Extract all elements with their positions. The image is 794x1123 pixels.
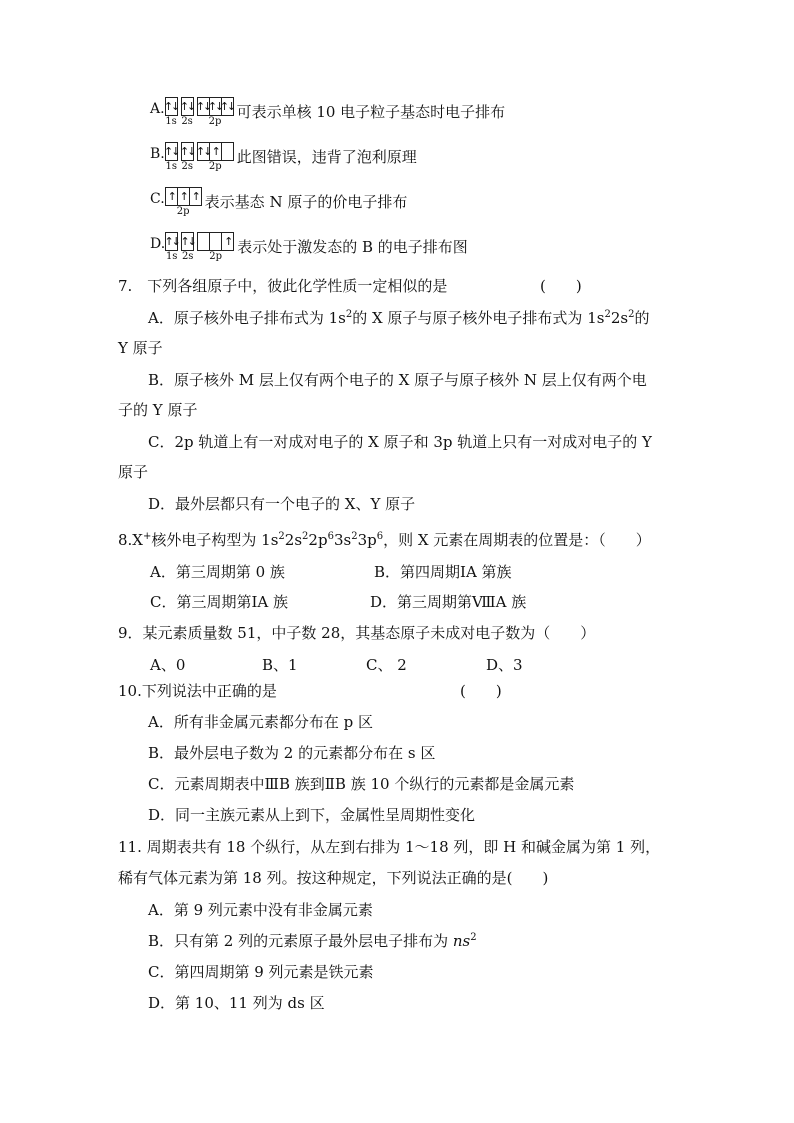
q11-stem-line2: 稀有气体元素为第 18 列。按这种规定，下列说法正确的是( ) xyxy=(118,869,549,887)
text: 核外电子构型为 1s xyxy=(151,531,279,549)
orbital-label: 1s xyxy=(165,161,177,172)
option-text: 表示基态 N 原子的价电子排布 xyxy=(204,193,408,211)
orbital-2p xyxy=(197,97,234,127)
orbital-box: ↑↓ xyxy=(195,100,211,113)
q7-option-a-line1 xyxy=(148,308,649,328)
q9-option-d: D、3 xyxy=(486,656,523,674)
orbital-box: ↑↓ xyxy=(207,100,223,113)
q7-option-b-line1: B．原子核外 M 层上仅有两个电子的 X 原子与原子核外 N 层上仅有两个电 xyxy=(148,371,647,389)
q6-option-b xyxy=(150,142,417,172)
orbital-box: ↑ xyxy=(191,190,199,203)
option-label: C. xyxy=(150,191,165,207)
text: 2s xyxy=(610,309,629,327)
orbital-box: ↑ xyxy=(210,143,222,160)
superscript: 2 xyxy=(278,531,285,542)
option-text: 此图错误，违背了泡利原理 xyxy=(236,148,417,166)
orbital-box xyxy=(210,233,222,250)
q7-option-d: D．最外层都只有一个电子的 X、Y 原子 xyxy=(148,495,416,513)
text: 8.X xyxy=(118,531,143,549)
orbital-2s xyxy=(181,97,194,127)
q11-stem-line1: 11. 周期表共有 18 个纵行，从左到右排为 1～18 列，即 H 和碱金属为第 1 列， xyxy=(118,838,661,856)
q11-option-b xyxy=(148,931,477,951)
q6-option-c xyxy=(150,187,407,217)
q10-option-c: C．元素周期表中ⅢB 族到ⅡB 族 10 个纵行的元素都是金属元素 xyxy=(148,775,575,793)
text: 3s xyxy=(333,531,352,549)
q7-option-c-line1: C．2p 轨道上有一对成对电子的 X 原子和 3p 轨道上只有一对成对电子的 Y xyxy=(148,433,652,451)
orbital-box: ↑↓ xyxy=(163,100,179,113)
orbital-box: ↑ xyxy=(166,188,178,205)
q11-option-d: D．第 10、11 列为 ds 区 xyxy=(148,994,325,1012)
option-text: 表示处于激发态的 B 的电子排布图 xyxy=(237,238,468,256)
formula-ns: ns xyxy=(452,932,471,950)
q9-option-c: C、 2 xyxy=(366,656,407,674)
orbital-label: 2p xyxy=(208,116,222,127)
q10-option-d: D．同一主族元素从上到下，金属性呈周期性变化 xyxy=(148,806,476,824)
text: B．只有第 2 列的元素原子最外层电子排布为 xyxy=(148,932,453,950)
orbital-2p xyxy=(165,187,202,217)
q10-stem: 10.下列说法中正确的是 xyxy=(118,682,277,700)
orbital-label: 2p xyxy=(209,251,223,262)
superscript: 2 xyxy=(302,531,309,542)
q7-option-b-line2: 子的 Y 原子 xyxy=(118,401,198,419)
orbital-1s xyxy=(165,142,178,172)
orbital-1s xyxy=(165,97,178,127)
text: 的 xyxy=(634,309,650,327)
text: A．原子核外电子排布式为 1s xyxy=(148,309,346,327)
orbital-box xyxy=(222,143,233,160)
orbital-label: 2s xyxy=(181,161,193,172)
superscript: 6 xyxy=(327,531,334,542)
superscript: 2 xyxy=(351,531,358,542)
q8-stem xyxy=(118,530,651,550)
q8-option-c: C．第三周期第ⅠA 族 xyxy=(150,593,289,611)
q9-option-b: B、1 xyxy=(262,656,298,674)
q7-option-a-line2: Y 原子 xyxy=(118,339,163,357)
superscript: 2 xyxy=(345,309,353,320)
text: ，则 X 元素在周期表的位置是：（ ） xyxy=(383,531,651,549)
option-label: A. xyxy=(150,101,165,117)
orbital-box: ↑↓ xyxy=(219,100,235,113)
q7-stem xyxy=(118,276,447,296)
q6-option-d xyxy=(150,232,468,262)
orbital-2p xyxy=(197,142,234,172)
text: 3p xyxy=(357,531,377,549)
superscript: 6 xyxy=(376,531,384,542)
q8-option-d: D．第三周期第ⅧA 族 xyxy=(370,593,527,611)
text: 的 X 原子与原子核外电子排布式为 1s xyxy=(352,309,605,327)
q8-option-b: B．第四周期ⅠA 第族 xyxy=(374,563,512,581)
orbital-label: 2p xyxy=(176,206,190,217)
superscript: 2 xyxy=(604,309,611,320)
superscript: 2 xyxy=(628,309,635,320)
q10-option-b: B．最外层电子数为 2 的元素都分布在 s 区 xyxy=(148,744,436,762)
orbital-2s xyxy=(181,142,194,172)
text: 2p xyxy=(308,531,328,549)
question-text: 7. 下列各组原子中，彼此化学性质一定相似的是 xyxy=(118,277,448,295)
q10-answer-paren: ( ) xyxy=(460,682,502,700)
orbital-2s xyxy=(181,232,194,262)
orbital-box xyxy=(198,233,210,250)
q10-option-a: A．所有非金属元素都分布在 p 区 xyxy=(148,713,373,731)
orbital-box: ↑ xyxy=(224,235,232,248)
orbital-label: 2s xyxy=(181,251,194,262)
orbital-box: ↑↓ xyxy=(164,235,179,248)
orbital-box: ↑↓ xyxy=(196,145,211,158)
q7-option-c-line2: 原子 xyxy=(118,463,149,481)
orbital-box: ↑↓ xyxy=(164,145,179,158)
q11-option-a: A．第 9 列元素中没有非金属元素 xyxy=(148,901,373,919)
orbital-2p xyxy=(197,232,234,262)
orbital-label: 1s xyxy=(165,116,177,127)
orbital-box: ↑↓ xyxy=(180,145,195,158)
option-label: B. xyxy=(150,146,165,162)
option-text: 可表示单核 10 电子粒子基态时电子排布 xyxy=(236,103,506,121)
q8-option-a: A．第三周期第 0 族 xyxy=(150,563,285,581)
q11-option-c: C．第四周期第 9 列元素是铁元素 xyxy=(148,963,374,981)
option-label: D. xyxy=(150,236,166,252)
orbital-1s xyxy=(165,232,178,262)
orbital-box: ↑ xyxy=(178,188,190,205)
superscript: + xyxy=(143,531,152,542)
q6-option-a xyxy=(150,97,505,127)
orbital-label: 2s xyxy=(181,116,193,127)
q9-stem: 9．某元素质量数 51，中子数 28，其基态原子未成对电子数为（ ） xyxy=(118,624,596,642)
q7-answer-paren: ( ) xyxy=(540,277,582,295)
superscript: 2 xyxy=(470,932,477,943)
orbital-label: 2p xyxy=(208,161,222,172)
orbital-box: ↑↓ xyxy=(179,100,195,113)
q9-option-a: A、0 xyxy=(150,656,186,674)
text: 2s xyxy=(284,531,303,549)
orbital-box: ↑↓ xyxy=(180,235,195,248)
orbital-label: 1s xyxy=(165,251,178,262)
